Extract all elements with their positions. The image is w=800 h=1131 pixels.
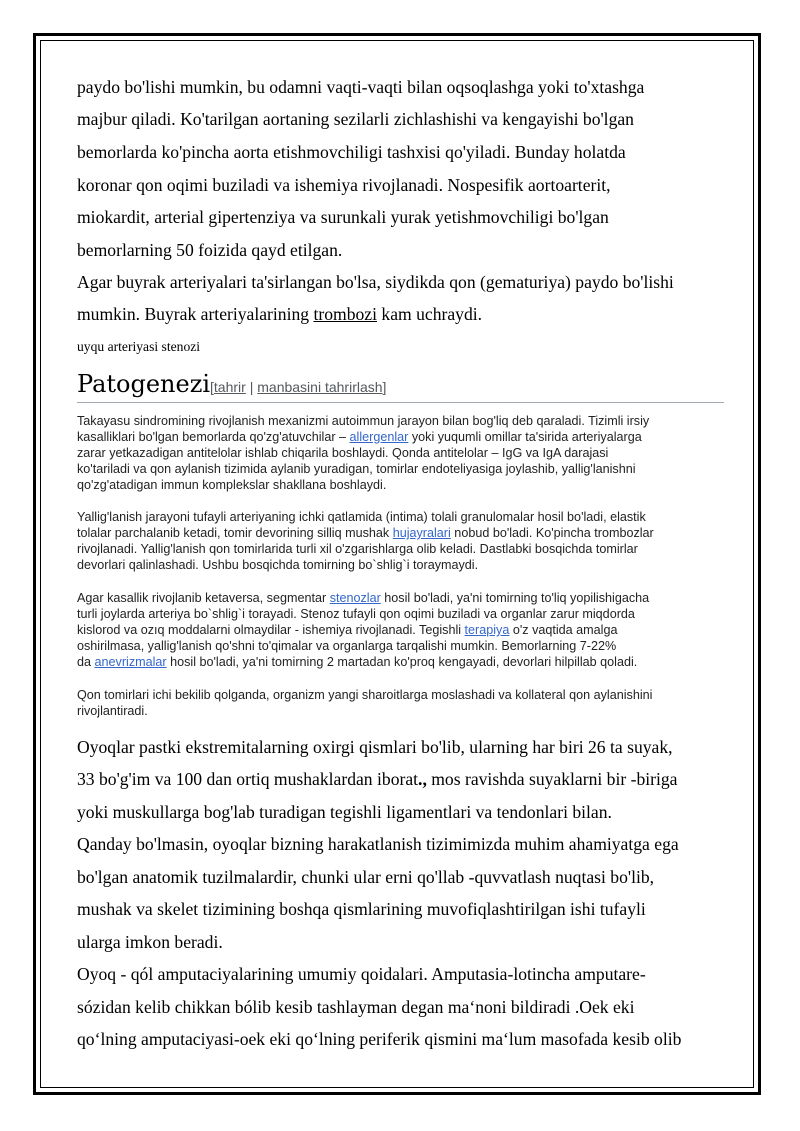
edit-bracket-close: ] [382,379,387,395]
text-line [77,304,482,324]
text-line: Qon tomirlari ichi bekilib qolganda, organizm yangi sharoitlarga moslashadi va kollateral qon aylanishini [77,688,653,702]
allergenlar-link[interactable]: allergenlar [349,430,409,444]
text-line: bemorlarning 50 foizida qayd etilgan. [77,240,343,260]
text-line: Takayasu sindromining rivojlanish mexanizmi autoimmun jarayon bilan bog'liq deb qaraladi. Tizimli irsiy [77,414,650,428]
text-segment: yoki yuqumli omillar ta'sirida arteriyalarga [408,430,642,444]
text-line: miokardit, arterial gipertenziya va surunkali yurak yetishmovchiligi bo'lgan [77,207,609,227]
text-line: Agar buyrak arteriyalari ta'sirlangan bo'lsa, siydikda qon (gematuriya) paydo bo'lishi [77,272,674,292]
text-line [77,526,654,541]
text-line [77,769,678,789]
text-line: Yallig'lanish jarayoni tufayli arteriyaning ichki qatlamida (intima) tolali granulomalar hosil bo'ladi, elastik [77,510,646,524]
text-line: turli joylarda arteriya bo`shlig`i torayadi. Stenoz tufayli qon oqimi buziladi va organlar zarur miqdorda [77,607,635,621]
text-segment: tolalar parchalanib ketadi, tomir devorining silliq mushak [77,526,393,540]
text-line: zarar yetkazadigan antitelolar ishlab chiqarila boshlaydi. Qonda antitelolar – IgG va IgA darajasi [77,446,609,460]
text-segment: mos ravishda suyaklarni bir -biriga [426,769,678,789]
text-line: bo'lgan anatomik tuzilmalardir, chunki ular erni qo'llab -quvvatlash nuqtasi bo'lib, [77,867,655,887]
text-line: majbur qiladi. Ko'tarilgan aortaning sezilarli zichlashishi va kengayishi bo'lgan [77,109,634,129]
heading-divider [77,402,724,403]
text-segment: Agar kasallik rivojlanib ketaversa, segmentar [77,591,330,605]
text-segment: kam uchraydi. [377,304,483,324]
text-segment: nobud bo'ladi. Ko'pincha trombozlar [450,526,654,540]
text-segment: mumkin. Buyrak arteriyalarining [77,304,314,324]
edit-link[interactable]: tahrir [213,379,246,395]
text-line: yoki muskullarga bog'lab turadigan tegishli ligamentlari va tendonlari bilan. [77,802,612,822]
edit-source-link[interactable]: manbasini tahrirlash [257,379,383,395]
text-line: oshirilmasa, yallig'lanish qo'shni to'qimalar va organlarga tarqalishi mumkin. Bemorlarning 7-22% [77,639,617,653]
text-line: qo'zg'atadigan immun komplekslar shakllana boshlaydi. [77,478,387,492]
text-line: Oyoq - qól amputaciyalarining umumiy qoidalari. Amputasia-lotincha amputare- [77,964,646,984]
text-line: qo‘lning amputaciyasi-oek eki qo‘lning periferik qismini ma‘lum masofada kesib olib [77,1029,682,1049]
section-heading [77,370,386,398]
text-line: Oyoqlar pastki ekstremitalarning oxirgi qismlari bo'lib, ularning har biri 26 ta suyak, [77,737,673,757]
text-line: Qanday bo'lmasin, oyoqlar bizning harakatlanish tizimimizda muhim ahamiyatga ega [77,834,679,854]
text-line: ko'tariladi va qon aylanish tizimida aylanib yuradigan, tomirlar endoteliyasiga joylashib, yallig'lanishni [77,462,636,476]
text-segment: kislorod va ozıq moddalarni olmaydilar - ishemiya rivojlanadi. Tegishli [77,623,465,637]
text-line: paydo bo'lishi mumkin, bu odamni vaqti-vaqti bilan oqsoqlashga yoki to'xtashga [77,77,645,97]
hujayralari-link[interactable]: hujayralari [392,526,451,540]
text-segment: da [77,655,95,669]
edit-bracket-open: [ [210,379,214,395]
text-line: devorlari qalinlashadi. Ushbu bosqichda tomirning bo`shlig`i toraymaydi. [77,558,479,572]
bold-punctuation: ., [418,769,427,789]
text-segment: o'z vaqtida amalga [509,623,618,637]
text-line: mushak va skelet tizimining boshqa qismlarining muvofiqlashtirilgan ishi tufayli [77,899,646,919]
anevrizmalar-link[interactable]: anevrizmalar [94,655,167,669]
text-line [77,655,637,670]
text-line [77,430,642,445]
text-segment: hosil bo'ladi, ya'ni tomirning to'liq yopilishigacha [380,591,650,605]
image-caption: uyqu arteriyasi stenozi [77,339,201,354]
text-line: bemorlarda ko'pincha aorta etishmovchiligi tashxisi qo'yiladi. Bunday holatda [77,142,626,162]
text-line: rivojlantiradi. [77,704,148,718]
text-line [77,623,617,638]
text-line: koronar qon oqimi buziladi va ishemiya rivojlanadi. Nospesifik aortoarterit, [77,175,611,195]
section-title: Patogenezi [77,370,211,398]
text-line [77,591,649,606]
edit-separator: | [245,379,258,395]
stenozlar-link[interactable]: stenozlar [329,591,381,605]
text-line: sózidan kelib chikkan bólib kesib tashlayman degan ma‘noni bildiradi .Oek eki [77,997,635,1017]
text-segment: hosil bo'ladi, ya'ni tomirning 2 martadan ko'proq kengayadi, devorlari hilpillab qoladi. [166,655,638,669]
terapiya-link[interactable]: terapiya [464,623,510,637]
text-line: rivojlanadi. Yallig'lanish qon tomirlarida turli xil o'zgarishlarga olib keladi. Dastlabki bosqichda tomirlar [77,542,638,556]
text-segment: 33 bo'g'im va 100 dan ortiq mushaklardan iborat [77,769,419,789]
trombozi-link[interactable]: trombozi [313,304,378,324]
text-line: ularga imkon beradi. [77,932,223,952]
text-segment: kasalliklari bo'lgan bemorlarda qo'zg'atuvchilar – [77,430,350,444]
